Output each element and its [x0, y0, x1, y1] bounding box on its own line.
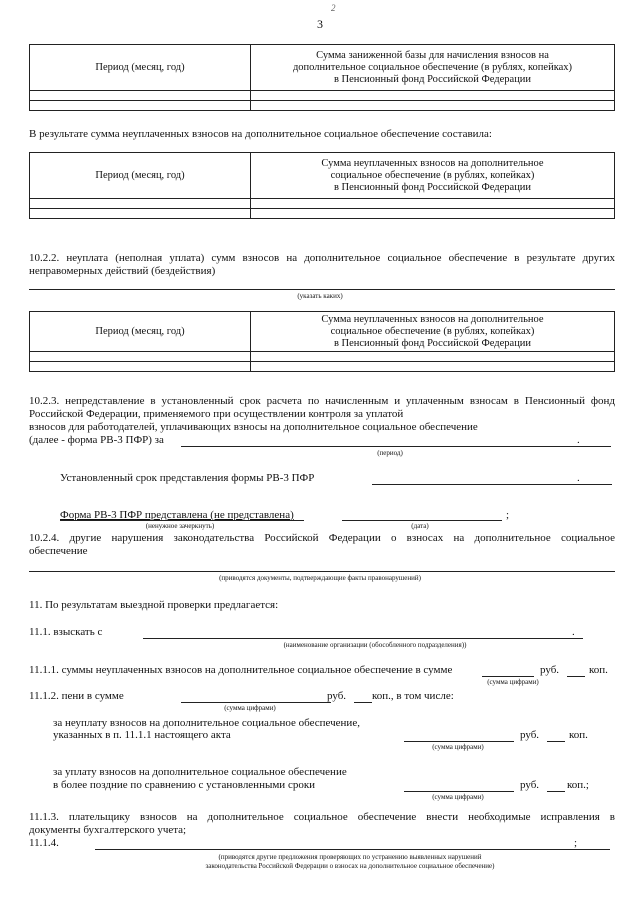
- table-unpaid-contributions: [29, 152, 615, 219]
- unpaid-kop-field[interactable]: [567, 676, 585, 677]
- proposals-semicolon: ;: [574, 837, 578, 849]
- kop-semicolon-label: коп.;: [567, 779, 589, 791]
- table-header-period: Период (месяц, год): [30, 45, 251, 91]
- table-cell[interactable]: [30, 362, 251, 372]
- rub-label: руб.: [520, 779, 540, 791]
- caption-specify-which: (указать каких): [297, 292, 343, 300]
- table-understated-base: [29, 44, 615, 111]
- submitted-label[interactable]: Форма РВ-3 ПФР представлена (не представлена): [60, 509, 294, 521]
- section-11-1-3-line1: 11.1.3. плательщику взносов на дополнительное социальное обеспечение внести необходимые исправления в: [29, 811, 615, 823]
- section-10-2-3-line2: Российской Федерации, применяемого при осуществлении контроля за уплатой: [29, 408, 404, 420]
- section-10-2-4-line2: обеспечение: [29, 545, 88, 557]
- org-dot: .: [572, 626, 575, 638]
- section-10-2-3-line4: (далее - форма РВ-3 ПФР) за: [29, 434, 164, 446]
- table-cell[interactable]: [251, 91, 615, 101]
- organization-field[interactable]: [143, 638, 583, 639]
- section-10-2-3-line1: 10.2.3. непредставление в установленный срок расчета по начисленным и уплаченным взносам в Пенсионный фонд: [29, 395, 615, 407]
- caption-final-2: законодательства Российской Федерации о взносах на дополнительное социальное обеспечение): [205, 862, 495, 870]
- date-semicolon: ;: [506, 509, 510, 521]
- other-proposals-field[interactable]: [95, 849, 610, 850]
- sub1-line2: указанных в п. 11.1.1 настоящего акта: [53, 729, 231, 741]
- caption-documents: (приводятся документы, подтверждающие факты правонарушений): [219, 574, 421, 582]
- table-header-amount: Сумма заниженной базы для начисления взносов на дополнительное социальное обеспечение (в рублях, копейках) в Пенсионный фонд Российской Федерации: [251, 45, 615, 91]
- sub2-kop-field[interactable]: [547, 791, 565, 792]
- table-header-amount: Сумма неуплаченных взносов на дополнительное социальное обеспечение (в рублях, копейках) в Пенсионный фонд Российской Федерации: [251, 312, 615, 352]
- date-field[interactable]: [342, 520, 502, 521]
- table-cell[interactable]: [251, 101, 615, 111]
- table-cell[interactable]: [251, 362, 615, 372]
- table-cell[interactable]: [30, 209, 251, 219]
- table-cell[interactable]: [30, 101, 251, 111]
- caption-digits: (сумма цифрами): [487, 678, 539, 686]
- section-11-1-3-line2: документы бухгалтерского учета;: [29, 824, 187, 836]
- penalty-kop-field[interactable]: [354, 702, 372, 703]
- table-header-amount: Сумма неуплаченных взносов на дополнительное социальное обеспечение (в рублях, копейках) в Пенсионный фонд Российской Федерации: [251, 153, 615, 199]
- caption-digits: (сумма цифрами): [224, 704, 276, 712]
- section-11-1-2-label: 11.1.2. пени в сумме: [29, 690, 124, 702]
- sub1-kop-field[interactable]: [547, 741, 565, 742]
- deadline-label: Установленный срок представления формы РВ-3 ПФР: [60, 472, 315, 484]
- caption-final-1: (приводятся другие предложения проверяющих по устранению выявленных нарушений: [218, 853, 482, 861]
- other-violations-field[interactable]: [29, 571, 615, 572]
- deadline-dot: .: [577, 472, 580, 484]
- penalty-sum-field[interactable]: [181, 702, 331, 703]
- caption-period: (период): [377, 449, 403, 457]
- sub2-line1: за уплату взносов на дополнительное социальное обеспечение: [53, 766, 347, 778]
- section-10-2-2-line2: неправомерных действий (бездействия): [29, 265, 216, 277]
- result-text: В результате сумма неуплаченных взносов на дополнительное социальное обеспечение составила:: [29, 128, 492, 140]
- sub1-sum-field[interactable]: [404, 741, 514, 742]
- period-dot: .: [577, 434, 580, 446]
- period-field[interactable]: [181, 446, 611, 447]
- table-cell[interactable]: [251, 209, 615, 219]
- table-cell[interactable]: [251, 352, 615, 362]
- table-cell[interactable]: [251, 199, 615, 209]
- rub-label: руб.: [520, 729, 540, 741]
- page-number: 3: [317, 17, 323, 31]
- caption-organization: (наименование организации (обособленного подразделения)): [283, 641, 467, 649]
- sub2-line2: в более поздние по сравнению с установленными сроки: [53, 779, 316, 791]
- table-header-period: Период (месяц, год): [30, 312, 251, 352]
- caption-date: (дата): [411, 522, 429, 530]
- section-11-1-1-label: 11.1.1. суммы неуплаченных взносов на дополнительное социальное обеспечение в сумме: [29, 664, 453, 676]
- sub2-sum-field[interactable]: [404, 791, 514, 792]
- section-10-2-2-line1: 10.2.2. неуплата (неполная уплата) сумм взносов на дополнительное социальное обеспечение в результате других: [29, 252, 615, 264]
- section-11-1-label: 11.1. взыскать с: [29, 626, 103, 638]
- table-cell[interactable]: [30, 352, 251, 362]
- section-10-2-3-line3: взносов для работодателей, уплачивающих взносы на дополнительное социальное обеспечение: [29, 421, 478, 433]
- submitted-underline: [60, 520, 304, 521]
- sub1-line1: за неуплату взносов на дополнительное социальное обеспечение,: [53, 717, 360, 729]
- kop-incl-label: коп., в том числе:: [372, 690, 454, 702]
- table-header-period: Период (месяц, год): [30, 153, 251, 199]
- caption-strike: (ненужное зачеркнуть): [145, 522, 215, 530]
- rub-label: руб.: [327, 690, 347, 702]
- table-cell[interactable]: [30, 91, 251, 101]
- rub-label: руб.: [540, 664, 560, 676]
- other-actions-field[interactable]: [29, 289, 615, 290]
- unpaid-sum-field[interactable]: [482, 676, 534, 677]
- caption-digits: (сумма цифрами): [432, 793, 484, 801]
- table-cell[interactable]: [30, 199, 251, 209]
- page-mark: 2: [331, 3, 336, 13]
- section-11-title: 11. По результатам выездной проверки предлагается:: [29, 599, 279, 611]
- kop-label: коп.: [589, 664, 608, 676]
- kop-label: коп.: [569, 729, 588, 741]
- section-11-1-4-label: 11.1.4.: [29, 837, 59, 849]
- section-10-2-4-line1: 10.2.4. другие нарушения законодательства Российской Федерации о взносах на дополнительное социальное: [29, 532, 615, 544]
- caption-digits: (сумма цифрами): [432, 743, 484, 751]
- deadline-field[interactable]: [372, 484, 612, 485]
- table-unpaid-other: [29, 311, 615, 372]
